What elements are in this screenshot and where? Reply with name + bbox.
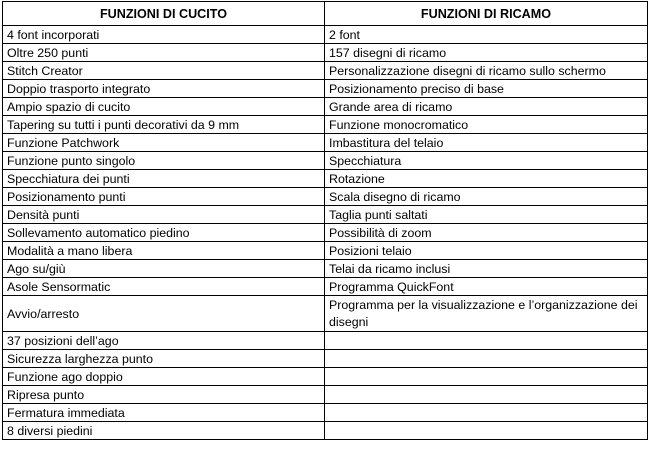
table-row	[3, 134, 648, 152]
table-row	[3, 206, 648, 224]
table-row	[3, 278, 648, 296]
embroidery-function-cell: 2 font	[325, 26, 648, 44]
embroidery-function-cell: Scala disegno di ricamo	[325, 188, 648, 206]
header-embroidery-functions: FUNZIONI DI RICAMO	[325, 2, 648, 26]
embroidery-function-cell	[325, 386, 648, 404]
table-row	[3, 152, 648, 170]
embroidery-function-cell: Possibilità di zoom	[325, 224, 648, 242]
table-row	[3, 422, 648, 440]
table-row	[3, 116, 648, 134]
sewing-function-cell: 4 font incorporati	[3, 26, 325, 44]
sewing-function-cell: 8 diversi piedini	[3, 422, 325, 440]
feature-table	[2, 1, 648, 440]
table-row	[3, 332, 648, 350]
embroidery-function-cell: Telai da ricamo inclusi	[325, 260, 648, 278]
table-row	[3, 296, 648, 332]
table-row	[3, 98, 648, 116]
table-row	[3, 44, 648, 62]
table-row	[3, 350, 648, 368]
table-row	[3, 62, 648, 80]
sewing-function-cell: Ripresa punto	[3, 386, 325, 404]
embroidery-function-cell: Programma per la visualizzazione e l’organizzazione dei disegni	[325, 296, 648, 332]
embroidery-function-cell: Programma QuickFont	[325, 278, 648, 296]
table-row	[3, 170, 648, 188]
embroidery-function-cell: Personalizzazione disegni di ricamo sullo schermo	[325, 62, 648, 80]
sewing-function-cell: Tapering su tutti i punti decorativi da 9 mm	[3, 116, 325, 134]
table-row	[3, 404, 648, 422]
sewing-function-cell: Avvio/arresto	[3, 296, 325, 332]
table-row	[3, 242, 648, 260]
table-row	[3, 260, 648, 278]
sewing-function-cell: Densità punti	[3, 206, 325, 224]
embroidery-function-cell: Specchiatura	[325, 152, 648, 170]
sewing-function-cell: Ago su/giù	[3, 260, 325, 278]
feature-table-container	[2, 1, 648, 440]
sewing-function-cell: Funzione Patchwork	[3, 134, 325, 152]
sewing-function-cell: Modalità a mano libera	[3, 242, 325, 260]
sewing-function-cell: Doppio trasporto integrato	[3, 80, 325, 98]
embroidery-function-cell	[325, 350, 648, 368]
table-row	[3, 386, 648, 404]
sewing-function-cell: Sicurezza larghezza punto	[3, 350, 325, 368]
sewing-function-cell: Oltre 250 punti	[3, 44, 325, 62]
embroidery-function-cell: Taglia punti saltati	[325, 206, 648, 224]
embroidery-function-cell: Funzione monocromatico	[325, 116, 648, 134]
embroidery-function-cell: Rotazione	[325, 170, 648, 188]
embroidery-function-cell: 157 disegni di ricamo	[325, 44, 648, 62]
header-sewing-functions: FUNZIONI DI CUCITO	[3, 2, 325, 26]
sewing-function-cell: Specchiatura dei punti	[3, 170, 325, 188]
sewing-function-cell: Funzione punto singolo	[3, 152, 325, 170]
table-row	[3, 80, 648, 98]
table-row	[3, 368, 648, 386]
embroidery-function-cell	[325, 332, 648, 350]
sewing-function-cell: Posizionamento punti	[3, 188, 325, 206]
sewing-function-cell: Funzione ago doppio	[3, 368, 325, 386]
sewing-function-cell: Asole Sensormatic	[3, 278, 325, 296]
table-header-row	[3, 2, 648, 26]
embroidery-function-cell: Posizioni telaio	[325, 242, 648, 260]
embroidery-function-cell	[325, 404, 648, 422]
sewing-function-cell: Fermatura immediata	[3, 404, 325, 422]
sewing-function-cell: Sollevamento automatico piedino	[3, 224, 325, 242]
embroidery-function-cell: Imbastitura del telaio	[325, 134, 648, 152]
sewing-function-cell: Ampio spazio di cucito	[3, 98, 325, 116]
table-body	[3, 26, 648, 440]
sewing-function-cell: 37 posizioni dell’ago	[3, 332, 325, 350]
sewing-function-cell: Stitch Creator	[3, 62, 325, 80]
embroidery-function-cell	[325, 368, 648, 386]
embroidery-function-cell: Posizionamento preciso di base	[325, 80, 648, 98]
table-row	[3, 26, 648, 44]
embroidery-function-cell	[325, 422, 648, 440]
table-row	[3, 188, 648, 206]
embroidery-function-cell: Grande area di ricamo	[325, 98, 648, 116]
table-row	[3, 224, 648, 242]
